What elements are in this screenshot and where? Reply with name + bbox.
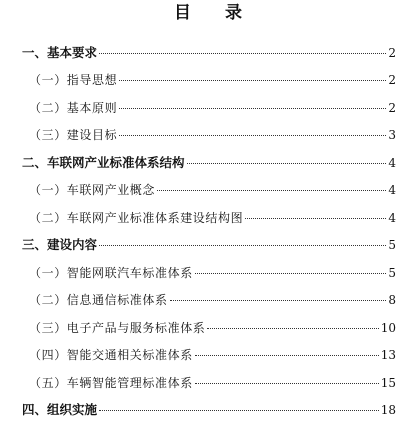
toc-entry-page: 15 (380, 376, 396, 390)
toc-entry-3[interactable] (22, 236, 396, 254)
toc-entry-3-4[interactable] (29, 346, 396, 364)
toc-entry-text: （二）车联网产业标准体系建设结构图 (29, 211, 244, 225)
toc-entry-1-1[interactable] (29, 71, 396, 89)
dot-leader (119, 135, 386, 136)
dot-leader (99, 245, 386, 246)
toc-entry-text: （一）车联网产业概念 (29, 183, 156, 197)
dot-leader (157, 190, 386, 191)
toc-entry-1[interactable] (22, 44, 396, 62)
toc-entry-page: 2 (388, 46, 396, 60)
toc-entry-page: 8 (388, 293, 396, 307)
dot-leader (99, 410, 379, 411)
toc-entry-page: 5 (388, 238, 396, 252)
dot-leader (195, 383, 379, 384)
toc-entry-page: 10 (380, 321, 396, 335)
dot-leader (187, 163, 387, 164)
toc-entry-text: 四、组织实施 (22, 402, 98, 417)
toc-entry-3-5[interactable] (29, 374, 396, 392)
toc-entry-text: 二、车联网产业标准体系结构 (22, 155, 185, 170)
dot-leader (245, 218, 386, 219)
toc-entry-text: （四）智能交通相关标准体系 (29, 348, 193, 362)
toc-entry-page: 5 (388, 266, 396, 280)
toc-entry-3-2[interactable] (29, 291, 396, 309)
toc-entry-text: （二）基本原则 (29, 101, 118, 115)
toc-entry-1-3[interactable] (29, 126, 396, 144)
toc-entry-text: （二）信息通信标准体系 (29, 293, 168, 307)
toc-entry-page: 4 (388, 183, 396, 197)
toc-entry-text: （一）指导思想 (29, 73, 118, 87)
toc-entry-2[interactable] (22, 154, 396, 172)
toc-entry-page: 13 (380, 348, 396, 362)
toc-entry-page: 2 (388, 101, 396, 115)
toc-entry-3-1[interactable] (29, 264, 396, 282)
toc-entry-2-2[interactable] (29, 209, 396, 227)
dot-leader (119, 80, 386, 81)
toc-title: 目 录 (174, 3, 256, 23)
dot-leader (99, 53, 386, 54)
toc-entry-text: （五）车辆智能管理标准体系 (29, 376, 193, 390)
dot-leader (170, 300, 387, 301)
toc-entry-text: 一、基本要求 (22, 45, 98, 60)
toc-entry-page: 18 (380, 403, 396, 417)
toc-entry-page: 4 (388, 156, 396, 170)
toc-entry-text: （一）智能网联汽车标准体系 (29, 266, 193, 280)
toc-entry-1-2[interactable] (29, 99, 396, 117)
dot-leader (195, 355, 379, 356)
toc-entry-text: （三）建设目标 (29, 128, 118, 142)
dot-leader (119, 108, 386, 109)
toc-entry-text: 三、建设内容 (22, 237, 98, 252)
toc-entry-4[interactable] (22, 401, 396, 419)
toc-entry-2-1[interactable] (29, 181, 396, 199)
toc-entry-page: 4 (388, 211, 396, 225)
toc-entry-page: 2 (388, 73, 396, 87)
dot-leader (195, 273, 387, 274)
toc-entry-text: （三）电子产品与服务标准体系 (29, 321, 206, 335)
toc-entry-3-3[interactable] (29, 319, 396, 337)
dot-leader (207, 328, 378, 329)
toc-entry-page: 3 (388, 128, 396, 142)
